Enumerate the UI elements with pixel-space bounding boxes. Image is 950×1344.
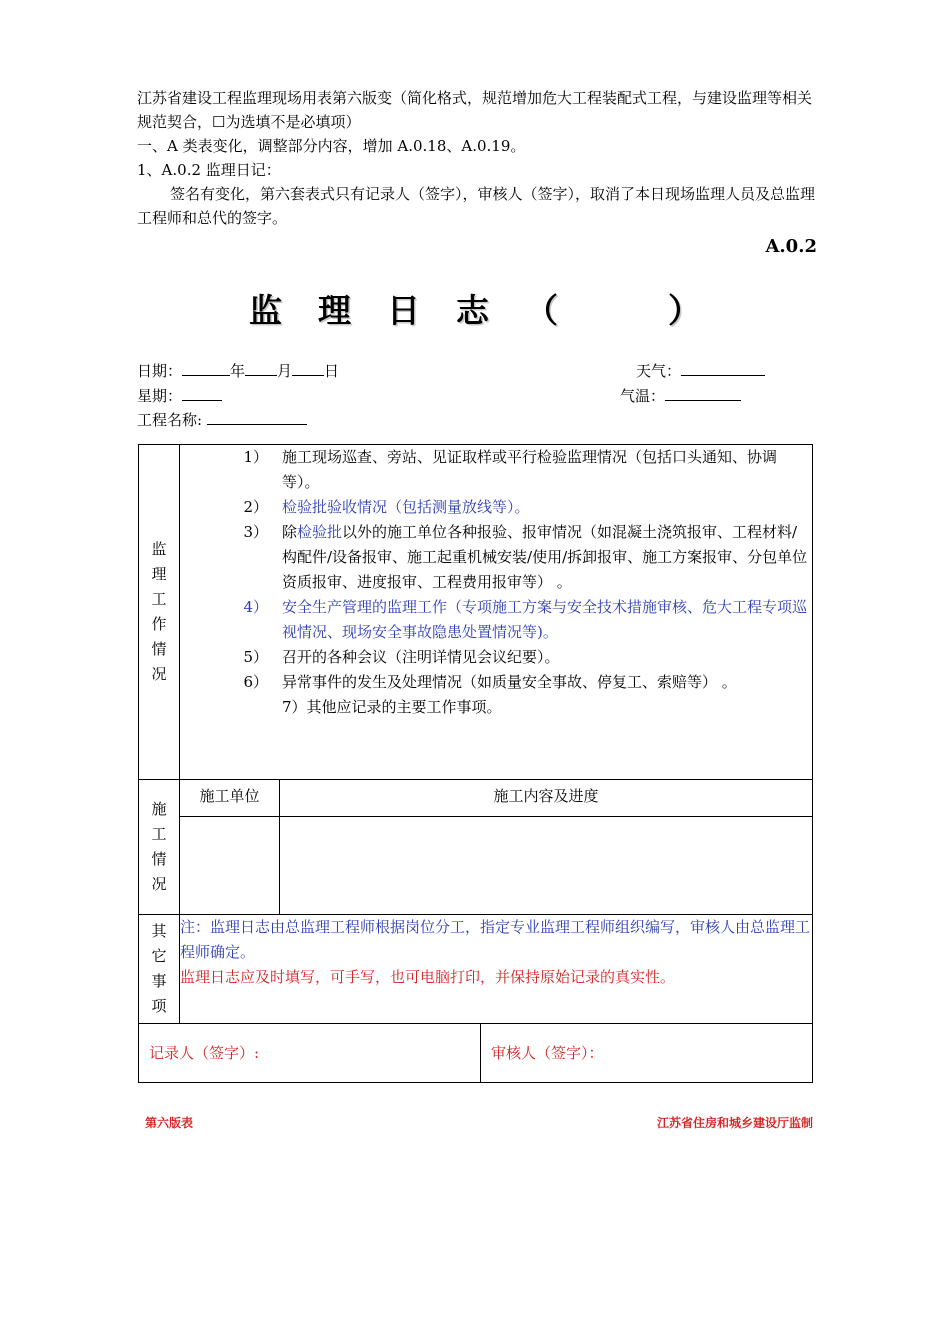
note-2: 监理日志应及时填写，可手写，也可电脑打印，并保持原始记录的真实性。: [180, 968, 676, 986]
date-field: [137, 360, 339, 382]
weekday-label: 星期：: [137, 387, 183, 405]
intro-line-1: 江苏省建设工程监理现场用表第六版变（简化格式，规范增加危大工程装配式工程，与建设监理等相关规范契合，☐为选填不是必填项）: [137, 89, 813, 131]
day-blank[interactable]: [292, 360, 324, 376]
weather-field: [636, 360, 765, 382]
supervision-log-form: [138, 444, 813, 1083]
list-item: 5） 召开的各种会议（注明详情见会议纪要）。: [243, 648, 560, 666]
title-main: 监理日志: [249, 291, 525, 330]
reviewer-signature-cell[interactable]: 审核人（签字）：: [481, 1024, 813, 1083]
footer-edition: 第六版表: [145, 1116, 194, 1130]
column-header-progress: 施工内容及进度: [280, 780, 813, 817]
temperature-field: [620, 385, 741, 407]
date-label: 日期：: [137, 362, 183, 380]
list-item: 7）其他应记录的主要工作事项。: [282, 698, 502, 716]
column-header-contractor: 施工单位: [180, 780, 280, 817]
progress-cell[interactable]: [280, 817, 813, 915]
footer-issuer: 江苏省住房和城乡建设厅监制: [656, 1116, 813, 1130]
intro-line-2: 一、A 类表变化，调整部分内容，增加 A.0.18、A.0.19。: [137, 137, 526, 155]
list-item: 1） 施工现场巡查、旁站、见证取样或平行检验监理情况（包括口头通知、协调等）。: [243, 448, 778, 491]
month-blank[interactable]: [245, 360, 277, 376]
list-item: 2） 检验批验收情况（包括测量放线等）。: [243, 498, 530, 516]
year-blank[interactable]: [182, 360, 230, 376]
page-title: [0, 285, 950, 332]
year-label: 年: [230, 362, 246, 380]
month-label: 月: [277, 362, 293, 380]
project-name-blank[interactable]: [207, 409, 307, 425]
section-label-other: 其 它 事 项: [139, 915, 180, 1024]
contractor-cell[interactable]: [180, 817, 280, 915]
list-item: 4） 安全生产管理的监理工作（专项施工方案与安全技术措施审核、危大工程专项巡视情况、现场安全事故隐患处置情况等)。: [243, 598, 808, 641]
weekday-field: [137, 385, 222, 407]
title-open-paren: （: [525, 291, 558, 330]
intro-text: [137, 86, 817, 230]
section-label-construction: 施 工 情 况: [139, 780, 180, 915]
work-content-cell[interactable]: [180, 445, 813, 780]
other-matters-cell[interactable]: [180, 915, 813, 1024]
weekday-blank[interactable]: [182, 385, 222, 401]
intro-line-4: 签名有变化，第六套表式只有记录人（签字），审核人（签字），取消了本日现场监理人员及总监理工程师和总代的签字。: [137, 185, 816, 227]
temperature-label: 气温：: [620, 387, 666, 405]
recorder-signature-cell[interactable]: 记录人（签字）:: [139, 1024, 481, 1083]
project-name-field: [137, 409, 307, 431]
day-label: 日: [324, 362, 340, 380]
title-close-paren: ）: [668, 291, 701, 330]
weather-label: 天气：: [636, 362, 682, 380]
weather-blank[interactable]: [681, 360, 765, 376]
form-code: A.0.2: [765, 236, 817, 257]
temperature-blank[interactable]: [665, 385, 741, 401]
list-item: 3） 除检验批以外的施工单位各种报验、报审情况（如混凝土浇筑报审、工程材料/构配件/设备报审、施工起重机械安装/使用/拆卸报审、施工方案报审、分包单位资质报审、进度报审、工程费用报审等） 。: [243, 523, 808, 591]
intro-line-3: 1、A.0.2 监理日记：: [137, 161, 281, 179]
note-1: 注：监理日志由总监理工程师根据岗位分工，指定专业监理工程师组织编写，审核人由总监理工程师确定。: [180, 918, 811, 961]
list-item: 6） 异常事件的发生及处理情况（如质量安全事故、停复工、索赔等） 。: [243, 673, 737, 691]
project-name-label: 工程名称:: [137, 411, 203, 429]
section-label-work: 监 理 工 作 情 况: [139, 445, 180, 780]
